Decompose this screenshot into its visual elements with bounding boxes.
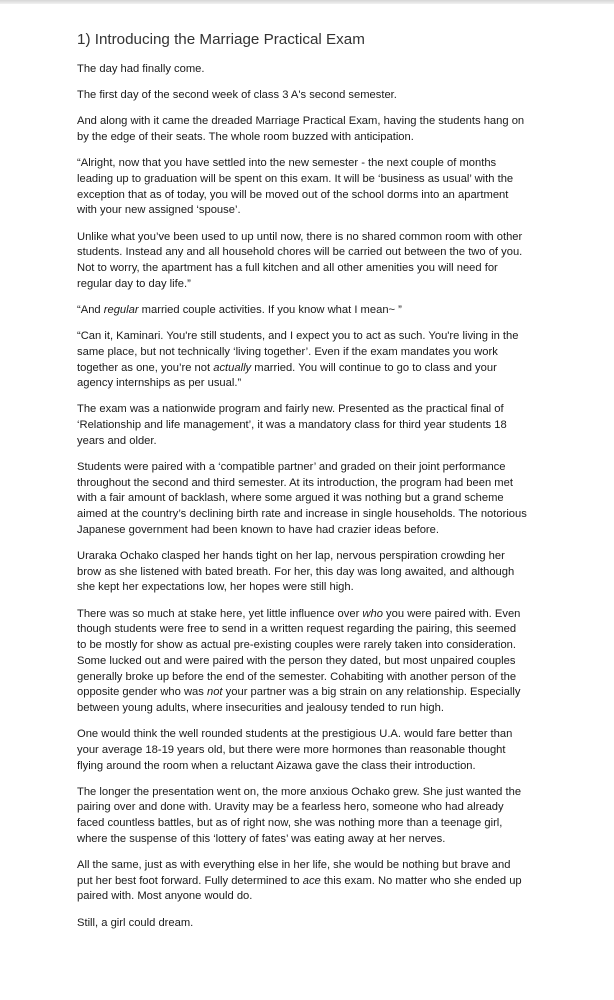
paragraph-10: Uraraka Ochako clasped her hands tight on her lap, nervous perspiration crowding her brow as she listened with bated breath. For her, this day was long awaited, and although she kept her expectations low, her hopes were still high. xyxy=(77,550,515,594)
paragraph-5: Unlike what you’ve been used to up until now, there is no shared common room with other students. Instead any and all household chores will be carried out between the two of you. Not to worry, the apartment has a full kitchen and all other amenities you will need for regular day to day life.” xyxy=(77,230,523,290)
paragraph-9: Students were paired with a ‘compatible partner’ and graded on their joint performance throughout the second and third semester. At its introduction, the program had been met with a fair amount of backlash, where some argued it was nothing but a grand scheme aimed at the country’s declining birth rate and increase in single households. The notorious Japanese government had been known to have had crazier ideas before. xyxy=(77,461,527,536)
paragraph-14: All the same, just as with everything else in her life, she would be nothing but brave and put her best foot forward. Fully determined to ace this exam. No matter who she ended up paired with. Most anyone would do. xyxy=(77,859,522,903)
paragraph-13: The longer the presentation went on, the more anxious Ochako grew. She just wanted the pairing over and done with. Uravity may be a fearless hero, someone who had already faced countless battles, but as of right now, she was nothing more than a teenage girl, where the suspense of this ‘lottery of fates’ was eating away at her nerves. xyxy=(77,785,522,845)
emphasis-who: who xyxy=(362,607,383,620)
top-edge-bar xyxy=(0,0,614,4)
paragraph-2: The first day of the second week of class 3 A's second semester. xyxy=(77,89,397,102)
emphasis-ace: ace xyxy=(302,874,321,887)
paragraph-7: “Can it, Kaminari. You're still students, and I expect you to act as such. You're living in the same place, but not technically ‘living together’. Even if the exam mandates you work together as one, you’re not actually married. You will continue to go to class and your agency internships as per usual.” xyxy=(77,330,519,390)
emphasis-not: not xyxy=(206,686,223,699)
document-page xyxy=(77,30,527,942)
paragraph-6: “And regular married couple activities. If you know what I mean~ ” xyxy=(77,303,402,316)
emphasis-actually: actually xyxy=(213,361,252,374)
chapter-title: 1) Introducing the Marriage Practical Exam xyxy=(77,31,365,48)
paragraph-8: The exam was a nationwide program and fairly new. Presented as the practical final of ‘Relationship and life management’, it was a mandatory class for third year students 18 years and older. xyxy=(77,403,507,447)
emphasis-regular: regular xyxy=(103,303,139,316)
paragraph-3: And along with it came the dreaded Marriage Practical Exam, having the students hang on by the edge of their seats. The whole room buzzed with anticipation. xyxy=(77,115,525,144)
paragraph-11: There was so much at stake here, yet little influence over who you were paired with. Even though students were free to send in a written request regarding the pairing, this seemed to be mostly for show as actual pre-existing couples were rarely taken into consideration. Some lucked out and were paired with the person they dated, but most unpaired couples generally broke up before the end of the semester. Cohabiting with another person of the opposite gender who was not your partner was a big strain on any relationship. Especially between young adults, where insecurities and jealousy tended to run high. xyxy=(77,607,521,714)
paragraph-12: One would think the well rounded students at the prestigious U.A. would fare better than your average 18-19 years old, but there were more hormones than reasonable thought flying around the room when a reluctant Aizawa gave the class their introduction. xyxy=(77,728,513,772)
paragraph-1: The day had finally come. xyxy=(77,63,205,75)
paragraph-15: Still, a girl could dream. xyxy=(77,916,194,929)
paragraph-4: “Alright, now that you have settled into the new semester - the next couple of months leading up to graduation will be spent on this exam. It will be ‘business as usual’ with the exception that as of today, you will be moved out of the school dorms into an apartment with your new assigned ‘spouse’. xyxy=(77,157,514,217)
